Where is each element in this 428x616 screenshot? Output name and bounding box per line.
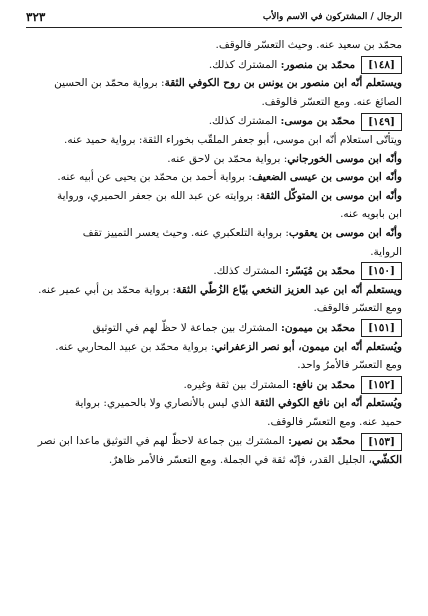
page-number: ٣٢٣: [26, 10, 46, 24]
entry-heading: [26, 432, 402, 451]
plain-phrase: الرواية.: [370, 245, 402, 258]
text-line: [26, 131, 402, 150]
entry-name: محمّد بن موسى:: [280, 115, 356, 128]
bold-phrase: وأنّه ابن موسى بن عيسى الضعيف: [251, 171, 402, 184]
entry-text: [183, 376, 355, 395]
entry-name: محمّد بن ميمون:: [281, 321, 356, 334]
plain-phrase: : برواية محمّد بن عبيد المحاربي عنه.: [55, 340, 215, 353]
entry-heading: [26, 56, 402, 75]
text-line: [26, 168, 402, 187]
text-line: [26, 281, 402, 300]
bold-phrase: الكشّي: [371, 454, 402, 467]
entry-heading: [26, 112, 402, 131]
plain-phrase: ومع التعسّر فالوقف.: [313, 302, 402, 315]
bold-phrase: ويُستعلم أنّه ابن نافع الكوفي الثقة: [254, 397, 402, 410]
text-line: [26, 394, 402, 413]
plain-phrase: الذي ليس بالأنصاري ولا بالحميري: برواية: [74, 397, 255, 410]
text-line: [26, 36, 402, 55]
entry-heading: [26, 319, 402, 338]
plain-phrase: الصائغ عنه. ومع التعسّر فالوقف.: [261, 95, 402, 108]
plain-phrase: : بروايته عن عبد الله بن جعفر الحميري، ورواية: [56, 189, 260, 202]
plain-phrase: ويتأتّى استعلام أنّه ابن موسى، أبو جعفر الملقّب بخوراء الثقة: برواية حميد عنه.: [63, 133, 402, 146]
plain-phrase: : برواية محمّد بن لاحق عنه.: [167, 152, 288, 165]
text-line: [26, 451, 402, 470]
text-line: [26, 93, 402, 112]
entry-number: [١٥١]: [361, 319, 402, 337]
entry-name: محمّد بن منصور:: [280, 58, 356, 71]
entry-heading: [26, 376, 402, 395]
entry-name: محمّد بن مُيَسّر:: [285, 265, 356, 278]
text-line: [26, 356, 402, 375]
text-line: [26, 299, 402, 318]
entry-description: المشترك بين جماعة لاحظّ لهم في التوثيق ماعدا ابن نصر: [37, 435, 289, 448]
entry-description: المشترك كذلك.: [213, 265, 286, 278]
entry-number: [١٥٢]: [361, 376, 402, 394]
plain-phrase: محمّد بن سعيد عنه. وحيث التعسّر فالوقف.: [215, 39, 402, 51]
entry-number: [١٥٣]: [361, 433, 402, 451]
plain-phrase: ومع التعسّر فالأمرُ واحد.: [297, 359, 402, 372]
entry-name: محمّد بن نافع:: [292, 378, 356, 391]
entry-number: [١٥٠]: [361, 262, 402, 280]
bold-phrase: وأنّه ابن موسى الخورجاني: [287, 152, 402, 165]
plain-phrase: حميد عنه. ومع التعسّر فالوقف.: [267, 415, 402, 428]
bold-phrase: ويستعلم أنّه ابن عبد العزيز النخعي بيّاع الزُطّي الثقة: [176, 283, 402, 296]
text-line: [26, 338, 402, 357]
entry-description: المشترك بين ثقة وغيره.: [183, 378, 293, 391]
entry-text: [209, 112, 355, 131]
text-line: [26, 243, 402, 262]
plain-phrase: : برواية أحمد بن محمّد بن يحيى عن أبيه عنه.: [57, 171, 252, 184]
entry-heading: [26, 262, 402, 281]
bold-phrase: وأنّه ابن موسى بن يعقوب: [288, 226, 402, 239]
text-line: [26, 150, 402, 169]
text-line: [26, 413, 402, 432]
bold-phrase: ويستعلم أنّه ابن منصور بن يونس بن روح الكوفي الثقة: [164, 77, 402, 90]
plain-phrase: : برواية التلعكبري عنه. وحيث يعسر التمييز تقف: [82, 226, 289, 239]
entry-number: [١٤٨]: [361, 56, 402, 74]
plain-phrase: : برواية محمّد بن الحسين: [54, 77, 165, 90]
entry-description: المشترك بين جماعة لا حظّ لهم في التوثيق: [92, 321, 282, 334]
page-body: [26, 36, 402, 470]
plain-phrase: ابن بابويه عنه.: [340, 208, 402, 221]
text-line: [26, 224, 402, 243]
text-line: [26, 74, 402, 93]
bold-phrase: ويُستعلم أنّه ابن ميمون، أبو نصر الزعفراني: [214, 340, 402, 353]
text-line: [26, 187, 402, 206]
entry-text: [93, 319, 356, 338]
plain-phrase: ، الجليل القدر، فإنّه ثقة في الجملة. ومع التعسّر فالأمر ظاهرٌ.: [108, 454, 372, 467]
entry-number: [١٤٩]: [361, 113, 402, 131]
entry-text: [38, 432, 355, 451]
entry-description: المشترك كذلك.: [208, 115, 281, 128]
running-head: [26, 10, 402, 28]
plain-phrase: : برواية محمّد بن أبي عمير عنه.: [38, 283, 177, 296]
text-line: [26, 205, 402, 224]
entry-name: محمّد بن نصير:: [288, 435, 356, 448]
entry-description: المشترك كذلك.: [208, 58, 281, 71]
entry-text: [209, 56, 355, 75]
entry-text: [213, 262, 355, 281]
bold-phrase: وأنّه ابن موسى بن المتوكّل الثقة: [259, 189, 402, 202]
running-title: الرجال / المشتركون في الاسم والأب: [262, 12, 402, 22]
